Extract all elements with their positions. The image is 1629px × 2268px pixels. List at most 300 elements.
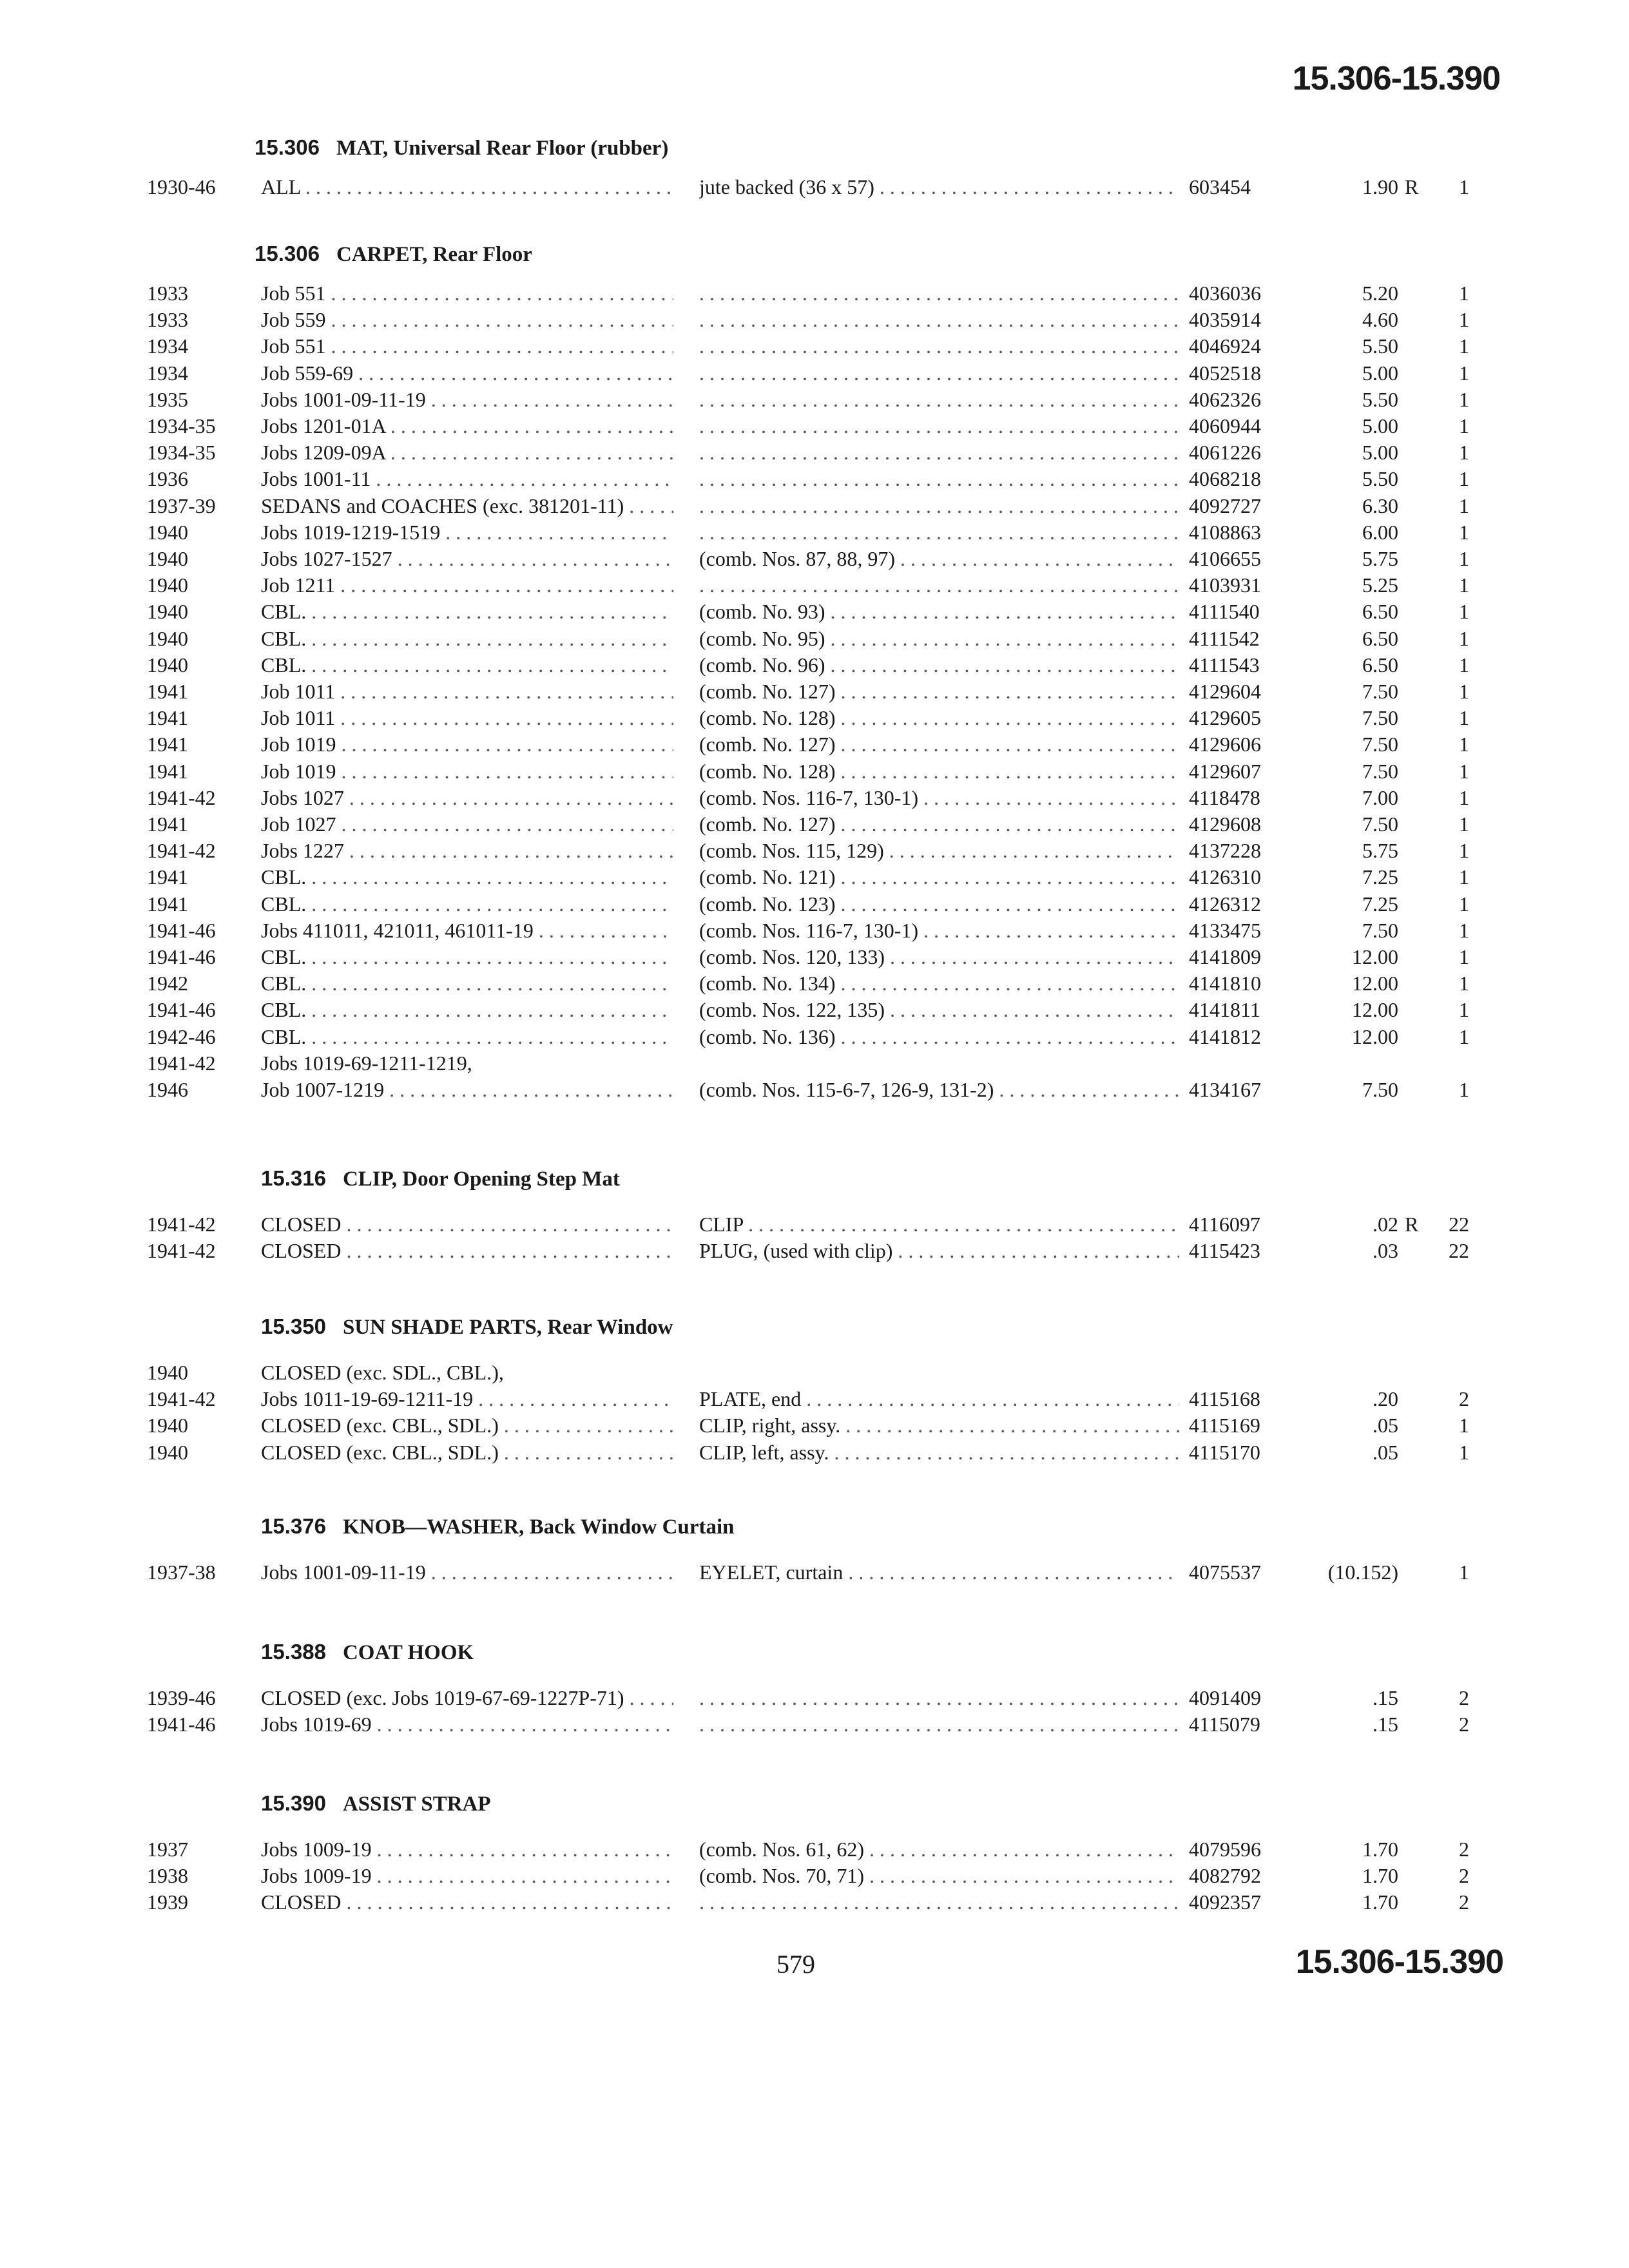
page-number: 579 (776, 1950, 815, 1979)
cell-part: 4129607 (1189, 759, 1261, 783)
table-row (0, 760, 1629, 787)
cell-qty: 1 (1459, 414, 1469, 437)
cell-job: Job 1007-1219 . . . (261, 1078, 673, 1102)
cell-price: 7.00 (1362, 785, 1398, 809)
cell-qty: 1 (1459, 175, 1469, 198)
cell-desc: EYELET, curtain . . . (699, 1561, 1179, 1584)
cell-desc (699, 334, 1179, 358)
section-heading (261, 1166, 620, 1191)
table-row (0, 892, 1629, 919)
cell-price: 6.50 (1362, 600, 1398, 624)
table-row (0, 1414, 1629, 1441)
cell-price: .15 (1373, 1686, 1398, 1709)
cell-desc: (comb. No. 127) . . . (699, 812, 1179, 836)
cell-job: CLOSED . . . (261, 1890, 673, 1914)
cell-price: 5.50 (1362, 334, 1398, 358)
cell-desc: CLIP, left, assy. . . . (699, 1441, 1179, 1465)
cell-part: 4129608 (1189, 812, 1261, 836)
cell-qty: 1 (1459, 653, 1469, 677)
cell-qty: 22 (1449, 1239, 1469, 1263)
cell-year: 1942-46 (147, 1024, 216, 1048)
cell-qty: 1 (1459, 945, 1469, 968)
cell-price: 1.70 (1362, 1838, 1398, 1861)
cell-price: 7.50 (1362, 733, 1398, 756)
cell-price: 12.00 (1352, 945, 1398, 968)
cell-desc: (comb. Nos. 120, 133) . . . (699, 945, 1179, 969)
cell-part: 4115079 (1189, 1713, 1260, 1736)
cell-flag: R (1405, 1213, 1419, 1236)
cell-qty: 1 (1459, 520, 1469, 544)
table-row (0, 494, 1629, 521)
cell-year: 1937-39 (147, 494, 216, 517)
cell-price: 1.70 (1362, 1890, 1398, 1914)
cell-part: 4060944 (1189, 414, 1261, 437)
table-row (0, 1361, 1629, 1388)
cell-year: 1935 (147, 387, 188, 411)
cell-desc (699, 308, 1179, 332)
cell-year: 1941-46 (147, 945, 216, 968)
cell-part: 4111542 (1189, 626, 1260, 650)
table-row (0, 998, 1629, 1025)
table-row (0, 786, 1629, 813)
cell-price: 4.60 (1362, 308, 1398, 332)
cell-year: 1934 (147, 361, 188, 385)
cell-desc: (comb. No. 134) . . . (699, 972, 1179, 995)
table-row (0, 1025, 1629, 1052)
cell-year: 1941-46 (147, 918, 216, 942)
cell-job: Job 1211 . . . (261, 573, 673, 597)
cell-desc: (comb. Nos. 115, 129) . . . (699, 839, 1179, 863)
cell-year: 1941 (147, 812, 188, 836)
cell-part: 4141811 (1189, 998, 1260, 1022)
cell-price: 5.20 (1362, 282, 1398, 305)
cell-qty: 1 (1459, 706, 1469, 730)
cell-qty: 2 (1459, 1387, 1469, 1411)
table-row (0, 839, 1629, 866)
cell-price: 12.00 (1352, 972, 1398, 995)
table-row (0, 733, 1629, 760)
cell-job: Jobs 1019-69 . . . (261, 1713, 673, 1736)
cell-job: Jobs 1027-1527 . . . (261, 547, 673, 571)
cell-job: Job 1019 . . . (261, 733, 673, 756)
cell-price: 6.00 (1362, 520, 1398, 544)
cell-qty: 1 (1459, 308, 1469, 332)
cell-year: 1941 (147, 733, 188, 756)
cell-qty: 1 (1459, 998, 1469, 1022)
cell-year: 1930-46 (147, 175, 216, 198)
cell-price: 6.50 (1362, 626, 1398, 650)
cell-part: 4046924 (1189, 334, 1261, 358)
cell-qty: 1 (1459, 759, 1469, 783)
table-row (0, 175, 1629, 202)
cell-job: Jobs 1001-09-11-19 . . . (261, 1561, 673, 1584)
table-row (0, 919, 1629, 946)
cell-price: 7.50 (1362, 812, 1398, 836)
cell-desc (699, 361, 1179, 385)
cell-qty: 1 (1459, 1440, 1469, 1464)
cell-year: 1933 (147, 308, 188, 332)
cell-part: 4091409 (1189, 1686, 1261, 1709)
cell-job: CLOSED (exc. Jobs 1019-67-69-1227P-71) . . . (261, 1686, 673, 1710)
cell-desc: (comb. No. 93) . . . (699, 600, 1179, 624)
cell-part: 4103931 (1189, 573, 1261, 597)
cell-qty: 1 (1459, 892, 1469, 916)
cell-year: 1941 (147, 680, 188, 703)
table-row (0, 1890, 1629, 1917)
cell-job: CBL. . . . (261, 945, 673, 969)
cell-job: Jobs 1019-69-1211-1219, (261, 1051, 472, 1075)
section-heading (255, 242, 532, 267)
cell-part: 4137228 (1189, 839, 1261, 863)
cell-year: 1940 (147, 1361, 188, 1384)
cell-price: 7.50 (1362, 680, 1398, 703)
cell-job: CBL. . . . (261, 865, 673, 889)
cell-year: 1941-42 (147, 1051, 216, 1075)
cell-part: 4129604 (1189, 680, 1261, 703)
cell-job: Jobs 1011-19-69-1211-19 . . . (261, 1387, 673, 1411)
cell-desc: (comb. No. 128) . . . (699, 760, 1179, 783)
section-title: CARPET, Rear Floor (336, 243, 532, 266)
cell-desc (699, 1686, 1179, 1710)
table-row (0, 1441, 1629, 1468)
cell-job: CLOSED . . . (261, 1213, 673, 1236)
cell-job: ALL . . . (261, 175, 673, 199)
cell-price: .05 (1373, 1440, 1398, 1464)
cell-part: 4126310 (1189, 865, 1261, 889)
cell-part: 4115423 (1189, 1239, 1260, 1263)
table-row (0, 414, 1629, 441)
cell-part: 4075537 (1189, 1561, 1261, 1584)
cell-price: 5.00 (1362, 441, 1398, 465)
cell-price: 5.75 (1362, 547, 1398, 570)
cell-qty: 1 (1459, 441, 1469, 465)
table-row (0, 1387, 1629, 1414)
cell-price: 5.25 (1362, 573, 1398, 597)
cell-part: 4115168 (1189, 1387, 1260, 1411)
cell-qty: 1 (1459, 387, 1469, 411)
cell-job: Jobs 1019-1219-1519 . . . (261, 521, 673, 544)
cell-part: 4092727 (1189, 494, 1261, 517)
cell-qty: 22 (1449, 1213, 1469, 1236)
cell-job: Job 1011 . . . (261, 680, 673, 704)
section-heading (261, 1514, 735, 1539)
cell-year: 1941-42 (147, 1387, 216, 1411)
table-row (0, 627, 1629, 654)
cell-year: 1941-42 (147, 839, 216, 863)
cell-part: 4141809 (1189, 945, 1261, 968)
cell-job: CLOSED (exc. CBL., SDL.) . . . (261, 1414, 673, 1437)
section-title: KNOB—WASHER, Back Window Curtain (342, 1515, 735, 1539)
cell-price: .03 (1373, 1239, 1398, 1263)
cell-part: 4035914 (1189, 308, 1261, 332)
cell-year: 1940 (147, 573, 188, 597)
cell-desc (699, 494, 1179, 518)
table-row (0, 1213, 1629, 1240)
cell-qty: 1 (1459, 1024, 1469, 1048)
cell-job: CBL. . . . (261, 1025, 673, 1049)
cell-desc (699, 414, 1179, 438)
cell-job: CLOSED (exc. SDL., CBL.), (261, 1361, 504, 1384)
cell-job: CBL. . . . (261, 627, 673, 651)
table-row (0, 308, 1629, 335)
cell-desc: (comb. No. 96) . . . (699, 653, 1179, 677)
cell-desc: (comb. Nos. 115-6-7, 126-9, 131-2) . . . (699, 1078, 1179, 1102)
cell-price: 7.50 (1362, 759, 1398, 783)
cell-price: 7.50 (1362, 918, 1398, 942)
table-row (0, 653, 1629, 680)
cell-part: 4082792 (1189, 1864, 1261, 1888)
cell-part: 4134167 (1189, 1078, 1261, 1101)
cell-year: 1934 (147, 334, 188, 358)
cell-job: Jobs 1001-09-11-19 . . . (261, 388, 673, 412)
cell-desc (699, 441, 1179, 465)
section-title: CLIP, Door Opening Step Mat (342, 1168, 620, 1191)
cell-year: 1940 (147, 1440, 188, 1464)
cell-desc: PLUG, (used with clip) . . . (699, 1239, 1179, 1263)
table-row (0, 945, 1629, 972)
cell-job: Jobs 1009-19 . . . (261, 1864, 673, 1888)
table-row (0, 1561, 1629, 1588)
cell-year: 1936 (147, 467, 188, 491)
cell-price: 12.00 (1352, 998, 1398, 1022)
cell-price: 5.00 (1362, 361, 1398, 385)
table-row (0, 1713, 1629, 1740)
cell-job: Job 551 . . . (261, 334, 673, 358)
cell-desc: (comb. No. 123) . . . (699, 892, 1179, 916)
cell-part: 4061226 (1189, 441, 1261, 465)
table-row (0, 573, 1629, 601)
cell-job: Job 559-69 . . . (261, 361, 673, 385)
cell-desc: CLIP . . . (699, 1213, 1179, 1236)
cell-qty: 1 (1459, 972, 1469, 995)
cell-year: 1940 (147, 520, 188, 544)
cell-part: 4118478 (1189, 785, 1260, 809)
cell-qty: 1 (1459, 1078, 1469, 1101)
cell-desc: (comb. No. 127) . . . (699, 680, 1179, 704)
page-range-footer: 15.306-15.390 (1295, 1943, 1503, 1981)
cell-qty: 1 (1459, 733, 1469, 756)
table-row (0, 1838, 1629, 1865)
cell-desc: (comb. No. 136) . . . (699, 1025, 1179, 1049)
cell-qty: 1 (1459, 361, 1469, 385)
cell-job: Job 1027 . . . (261, 812, 673, 836)
table-row (0, 361, 1629, 389)
cell-qty: 1 (1459, 494, 1469, 517)
section-number: 15.376 (261, 1514, 326, 1538)
cell-year: 1941 (147, 706, 188, 730)
cell-part: 4141810 (1189, 972, 1261, 995)
cell-job: CBL. . . . (261, 653, 673, 677)
section-heading (255, 135, 668, 160)
cell-price: 7.25 (1362, 865, 1398, 889)
cell-price: .02 (1373, 1213, 1398, 1236)
table-row (0, 600, 1629, 627)
cell-part: 4129605 (1189, 706, 1261, 730)
cell-year: 1939 (147, 1890, 188, 1914)
cell-qty: 1 (1459, 467, 1469, 491)
cell-qty: 1 (1459, 865, 1469, 889)
cell-price: 12.00 (1352, 1024, 1398, 1048)
section-number: 15.306 (255, 242, 320, 265)
cell-job: CBL. . . . (261, 998, 673, 1022)
cell-desc (699, 1713, 1179, 1736)
cell-desc: (comb. No. 128) . . . (699, 706, 1179, 730)
cell-part: 4133475 (1189, 918, 1261, 942)
section-heading (261, 1640, 474, 1665)
cell-qty: 2 (1459, 1686, 1469, 1709)
cell-desc: (comb. No. 95) . . . (699, 627, 1179, 651)
section-number: 15.306 (255, 135, 320, 159)
cell-qty: 1 (1459, 918, 1469, 942)
cell-desc: jute backed (36 x 57) . . . (699, 175, 1179, 199)
cell-part: 4079596 (1189, 1838, 1261, 1861)
cell-price: 6.50 (1362, 653, 1398, 677)
cell-job: Job 1011 . . . (261, 706, 673, 730)
cell-year: 1941-46 (147, 1713, 216, 1736)
cell-part: 4052518 (1189, 361, 1261, 385)
cell-qty: 2 (1459, 1713, 1469, 1736)
table-row (0, 467, 1629, 494)
cell-job: Jobs 1227 . . . (261, 839, 673, 863)
cell-year: 1941-46 (147, 998, 216, 1022)
cell-qty: 1 (1459, 812, 1469, 836)
cell-job: Jobs 1009-19 . . . (261, 1838, 673, 1861)
table-row (0, 282, 1629, 309)
cell-year: 1934-35 (147, 441, 216, 465)
cell-job: CBL. . . . (261, 972, 673, 995)
cell-price: 7.50 (1362, 1078, 1398, 1101)
table-row (0, 865, 1629, 892)
cell-price: 5.00 (1362, 414, 1398, 437)
cell-part: 603454 (1189, 175, 1251, 198)
cell-year: 1941-42 (147, 1239, 216, 1263)
cell-year: 1940 (147, 653, 188, 677)
cell-price: 6.30 (1362, 494, 1398, 517)
table-row (0, 680, 1629, 707)
cell-year: 1941 (147, 759, 188, 783)
cell-part: 4106655 (1189, 547, 1261, 570)
cell-price: 5.50 (1362, 467, 1398, 491)
cell-job: CLOSED . . . (261, 1239, 673, 1263)
cell-year: 1941-42 (147, 785, 216, 809)
cell-price: .05 (1373, 1414, 1398, 1437)
section-title: MAT, Universal Rear Floor (rubber) (336, 137, 669, 160)
section-heading (261, 1314, 673, 1340)
cell-part: 4116097 (1189, 1213, 1260, 1236)
table-row (0, 334, 1629, 361)
table-row (0, 706, 1629, 733)
cell-qty: 1 (1459, 282, 1469, 305)
cell-part: 4115170 (1189, 1440, 1260, 1464)
cell-desc (699, 388, 1179, 412)
table-row (0, 1078, 1629, 1105)
table-row (0, 388, 1629, 415)
cell-price: 1.90 (1362, 175, 1398, 198)
cell-year: 1940 (147, 1414, 188, 1437)
section-number: 15.390 (261, 1791, 326, 1815)
cell-price: 5.75 (1362, 839, 1398, 863)
table-row (0, 1864, 1629, 1891)
cell-price: .20 (1373, 1387, 1398, 1411)
section-number: 15.316 (261, 1166, 326, 1190)
cell-desc (699, 573, 1179, 597)
cell-qty: 1 (1459, 626, 1469, 650)
cell-qty: 1 (1459, 547, 1469, 570)
cell-year: 1939-46 (147, 1686, 216, 1709)
cell-year: 1941-42 (147, 1213, 216, 1236)
cell-job: Jobs 1209-09A . . . (261, 441, 673, 465)
cell-price: 1.70 (1362, 1864, 1398, 1888)
cell-year: 1941 (147, 865, 188, 889)
cell-part: 4108863 (1189, 520, 1261, 544)
cell-part: 4111543 (1189, 653, 1260, 677)
section-title: ASSIST STRAP (342, 1792, 491, 1816)
cell-part: 4068218 (1189, 467, 1261, 491)
cell-year: 1946 (147, 1078, 188, 1101)
cell-part: 4115169 (1189, 1414, 1260, 1437)
cell-price: .15 (1373, 1713, 1398, 1736)
cell-qty: 2 (1459, 1838, 1469, 1861)
cell-qty: 2 (1459, 1864, 1469, 1888)
cell-desc: (comb. Nos. 122, 135) . . . (699, 998, 1179, 1022)
cell-job: CLOSED (exc. CBL., SDL.) . . . (261, 1441, 673, 1465)
cell-desc: (comb. No. 127) . . . (699, 733, 1179, 756)
cell-qty: 2 (1459, 1890, 1469, 1914)
cell-year: 1942 (147, 972, 188, 995)
cell-year: 1937-38 (147, 1561, 216, 1584)
page-range-header: 15.306-15.390 (1292, 60, 1500, 97)
cell-qty: 1 (1459, 573, 1469, 597)
cell-job: Jobs 1001-11 . . . (261, 467, 673, 491)
cell-year: 1938 (147, 1864, 188, 1888)
cell-price: (10.152) (1327, 1561, 1398, 1584)
cell-qty: 1 (1459, 334, 1469, 358)
table-row (0, 972, 1629, 999)
cell-year: 1941 (147, 892, 188, 916)
table-row (0, 812, 1629, 840)
cell-qty: 1 (1459, 1414, 1469, 1437)
cell-job: Job 1019 . . . (261, 760, 673, 783)
cell-desc: (comb. Nos. 61, 62) . . . (699, 1838, 1179, 1861)
cell-desc: PLATE, end . . . (699, 1387, 1179, 1411)
cell-desc: (comb. Nos. 116-7, 130-1) . . . (699, 919, 1179, 943)
cell-job: CBL. . . . (261, 892, 673, 916)
cell-year: 1940 (147, 626, 188, 650)
cell-qty: 1 (1459, 1561, 1469, 1584)
cell-part: 4126312 (1189, 892, 1261, 916)
table-row (0, 1686, 1629, 1713)
cell-desc: (comb. Nos. 87, 88, 97) . . . (699, 547, 1179, 571)
table-row (0, 441, 1629, 468)
cell-year: 1940 (147, 600, 188, 624)
cell-qty: 1 (1459, 600, 1469, 624)
cell-part: 4111540 (1189, 600, 1260, 624)
cell-qty: 1 (1459, 839, 1469, 863)
cell-desc: (comb. Nos. 116-7, 130-1) . . . (699, 786, 1179, 810)
section-number: 15.388 (261, 1640, 326, 1664)
cell-desc (699, 1890, 1179, 1914)
cell-job: SEDANS and COACHES (exc. 381201-11) . . . (261, 494, 673, 518)
cell-desc (699, 521, 1179, 544)
cell-price: 5.50 (1362, 387, 1398, 411)
cell-qty: 1 (1459, 680, 1469, 703)
cell-year: 1934-35 (147, 414, 216, 437)
cell-price: 7.25 (1362, 892, 1398, 916)
cell-job: Job 551 . . . (261, 282, 673, 305)
cell-year: 1933 (147, 282, 188, 305)
cell-desc: CLIP, right, assy. . . . (699, 1414, 1179, 1437)
section-heading (261, 1791, 491, 1816)
